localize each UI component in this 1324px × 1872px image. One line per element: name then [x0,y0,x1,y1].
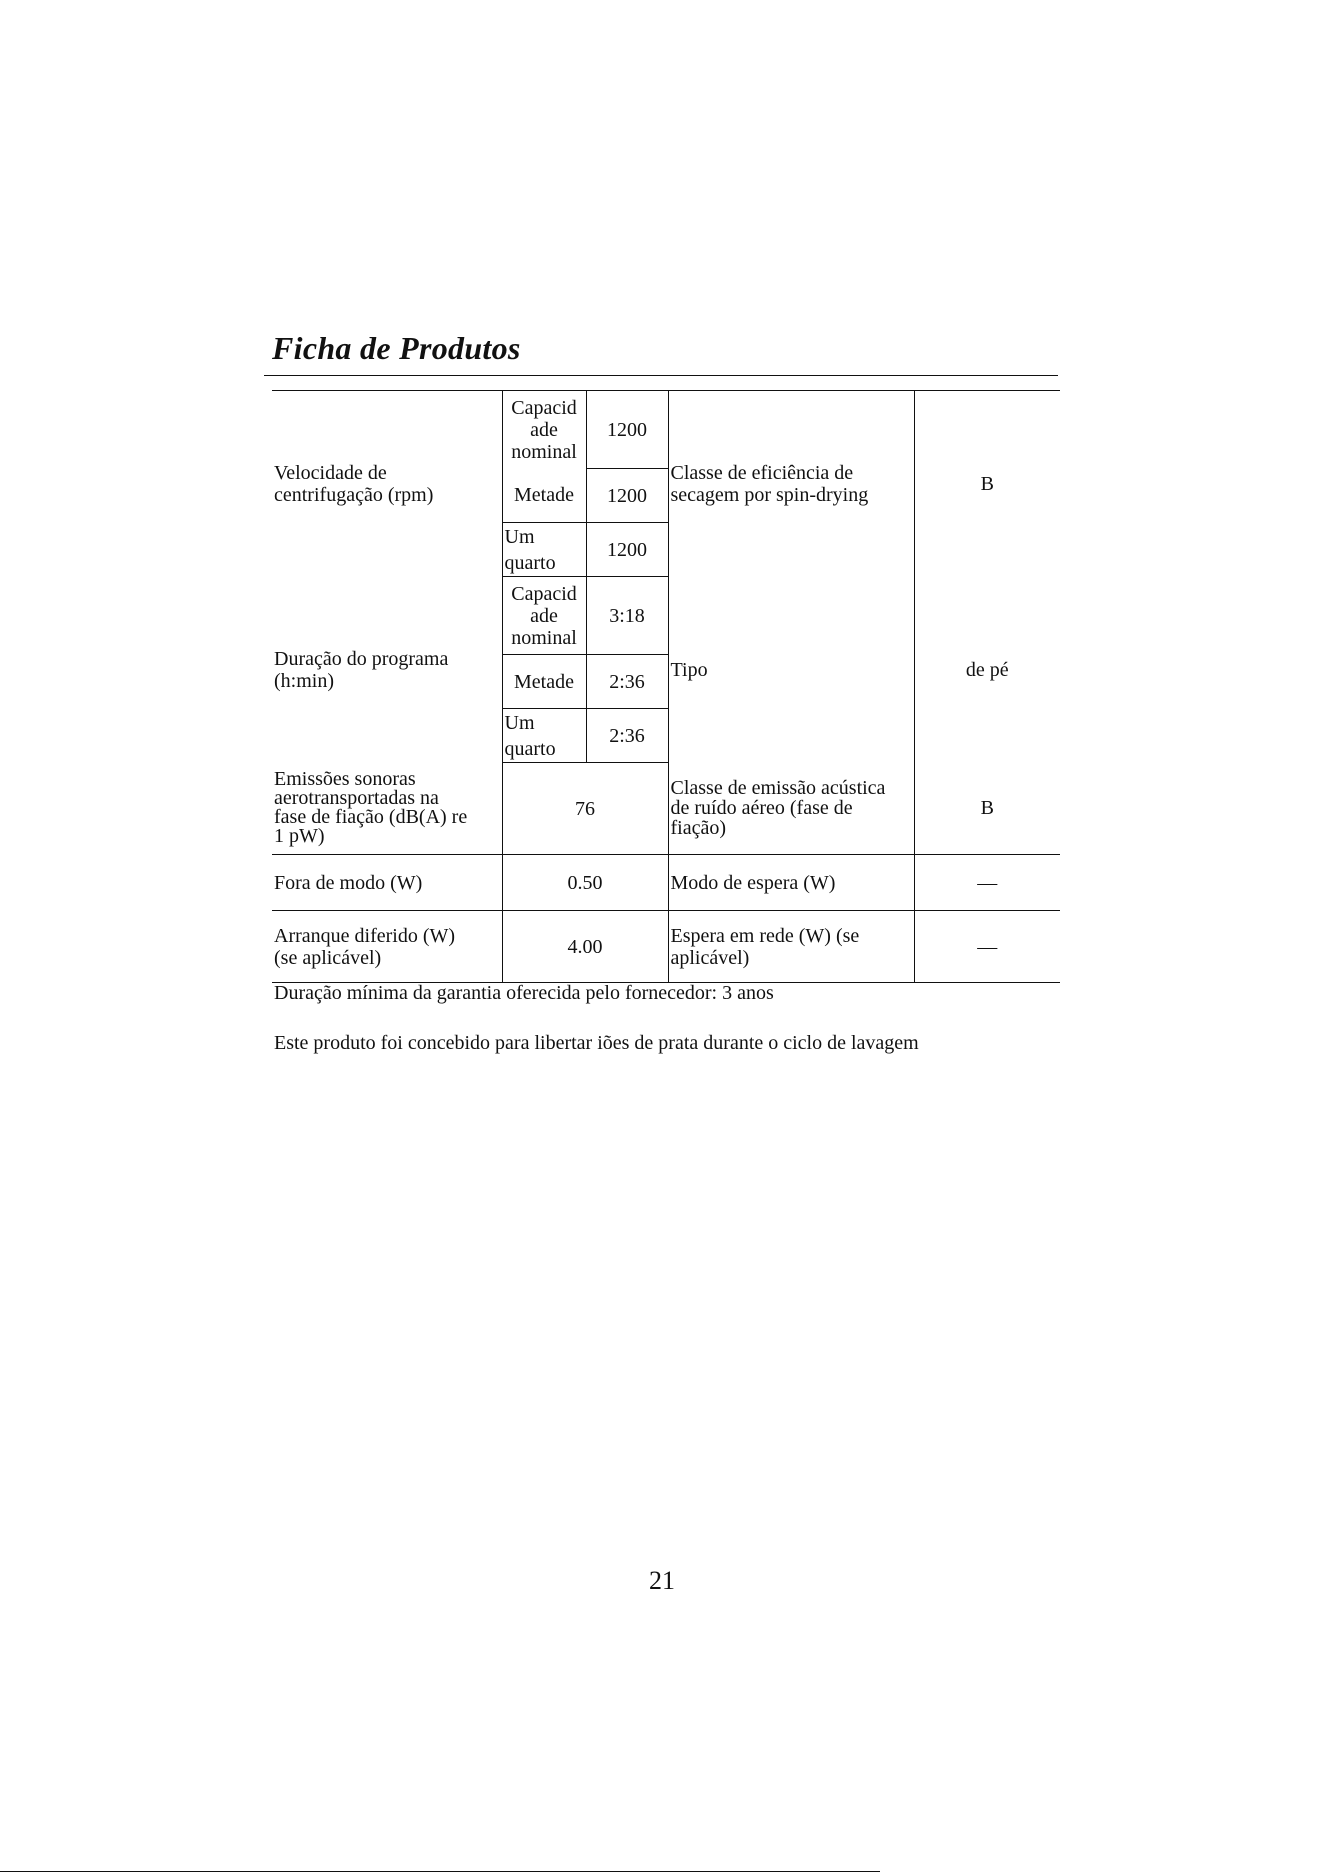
spin-load-quarter: Um quarto [502,523,586,577]
spin-row-nominal [272,391,1060,469]
type-value: de pé [914,577,1060,763]
duration-value-nominal: 3:18 [586,577,668,655]
spin-label: Velocidade de centrifugação (rpm) [272,391,502,577]
spin-load-half: Metade [502,469,586,523]
silver-ion-note: Este produto foi concebido para libertar iões de prata durante o ciclo de lavagem [274,1032,919,1054]
type-label: Tipo [668,577,914,763]
spin-load-nominal: Capacid ade nominal [502,391,586,469]
spin-class-value: B [914,391,1060,577]
delay-start-label: Arranque diferido (W) (se aplicável) [272,911,502,983]
standby-label: Modo de espera (W) [668,855,914,911]
spin-value-half: 1200 [586,469,668,523]
noise-label: Emissões sonoras aerotransportadas na fase de fiação (dB(A) re 1 pW) [272,763,502,855]
off-mode-value: 0.50 [502,855,668,911]
spin-value-nominal: 1200 [586,391,668,469]
network-standby-label: Espera em rede (W) (se aplicável) [668,911,914,983]
off-mode-label: Fora de modo (W) [272,855,502,911]
duration-load-nominal: Capacid ade nominal [502,577,586,655]
title-rule [264,375,1058,376]
duration-value-quarter: 2:36 [586,709,668,763]
standby-value: — [914,855,1060,911]
product-sheet-table [272,390,1060,983]
noise-value: 76 [502,763,668,855]
page-title: Ficha de Produtos [272,330,521,366]
duration-label: Duração do programa (h:min) [272,577,502,763]
delay-start-row [272,911,1060,983]
spin-value-quarter: 1200 [586,523,668,577]
network-standby-value: — [914,911,1060,983]
delay-start-value: 4.00 [502,911,668,983]
warranty-note: Duração mínima da garantia oferecida pelo fornecedor: 3 anos [274,982,774,1004]
spin-class-label: Classe de eficiência de secagem por spin-drying [668,391,914,577]
page-number: 21 [649,1566,675,1595]
noise-class-label: Classe de emissão acústica de ruído aéreo (fase de fiação) [668,763,914,855]
noise-row [272,763,1060,855]
duration-value-half: 2:36 [586,655,668,709]
noise-class-value: B [914,763,1060,855]
duration-load-quarter: Um quarto [502,709,586,763]
off-mode-row [272,855,1060,911]
duration-load-half: Metade [502,655,586,709]
duration-row-nominal [272,577,1060,655]
